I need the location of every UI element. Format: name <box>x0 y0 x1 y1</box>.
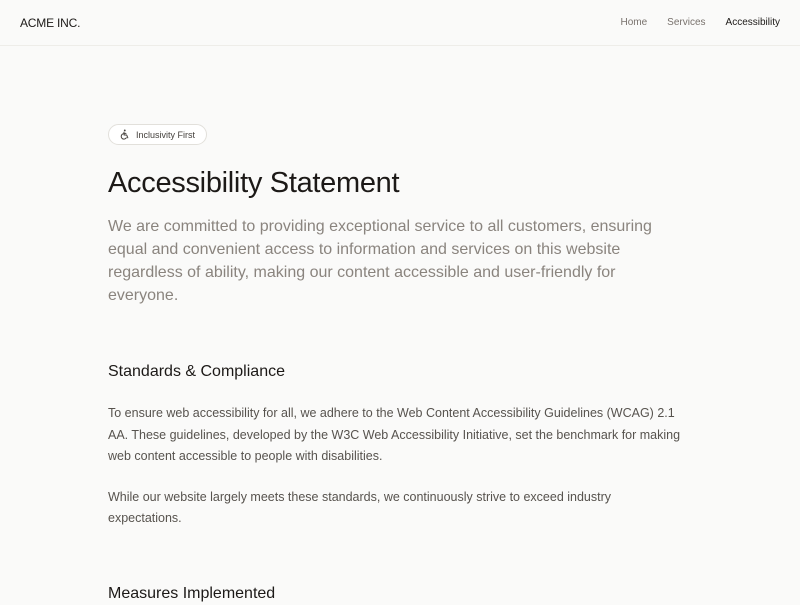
nav-link-services[interactable]: Services <box>667 17 706 28</box>
brand-logo[interactable]: ACME INC. <box>20 15 81 30</box>
inclusivity-badge <box>108 124 207 145</box>
standards-paragraph-2: While our website largely meets these standards, we continuously strive to exceed industry expectations. <box>108 489 612 525</box>
accessibility-icon <box>119 129 130 140</box>
main-nav <box>600 17 780 28</box>
page-title: Accessibility Statement <box>108 167 400 199</box>
intro-text: We are committed to providing exceptional service to all customers, ensuring equal and convenient access to information and services on this website regardless of ability, making our content accessible and user‑friendly for everyone. <box>108 218 652 304</box>
top-navigation-bar <box>0 0 800 46</box>
main-content <box>108 124 688 605</box>
nav-link-accessibility[interactable]: Accessibility <box>725 17 780 28</box>
nav-link-home[interactable]: Home <box>620 17 648 28</box>
badge-label: Inclusivity First <box>136 129 196 140</box>
section-heading-standards: Standards & Compliance <box>108 363 285 380</box>
standards-paragraph-1: To ensure web accessibility for all, we adhere to the Web Content Accessibility Guidelines (WCAG) 2.1 AA. These guidelines, developed by the W3C Web Accessibility Initiative, set the benchmark for making web content accessible to people with disabilities. <box>108 406 681 463</box>
section-heading-measures: Measures Implemented <box>108 584 276 602</box>
